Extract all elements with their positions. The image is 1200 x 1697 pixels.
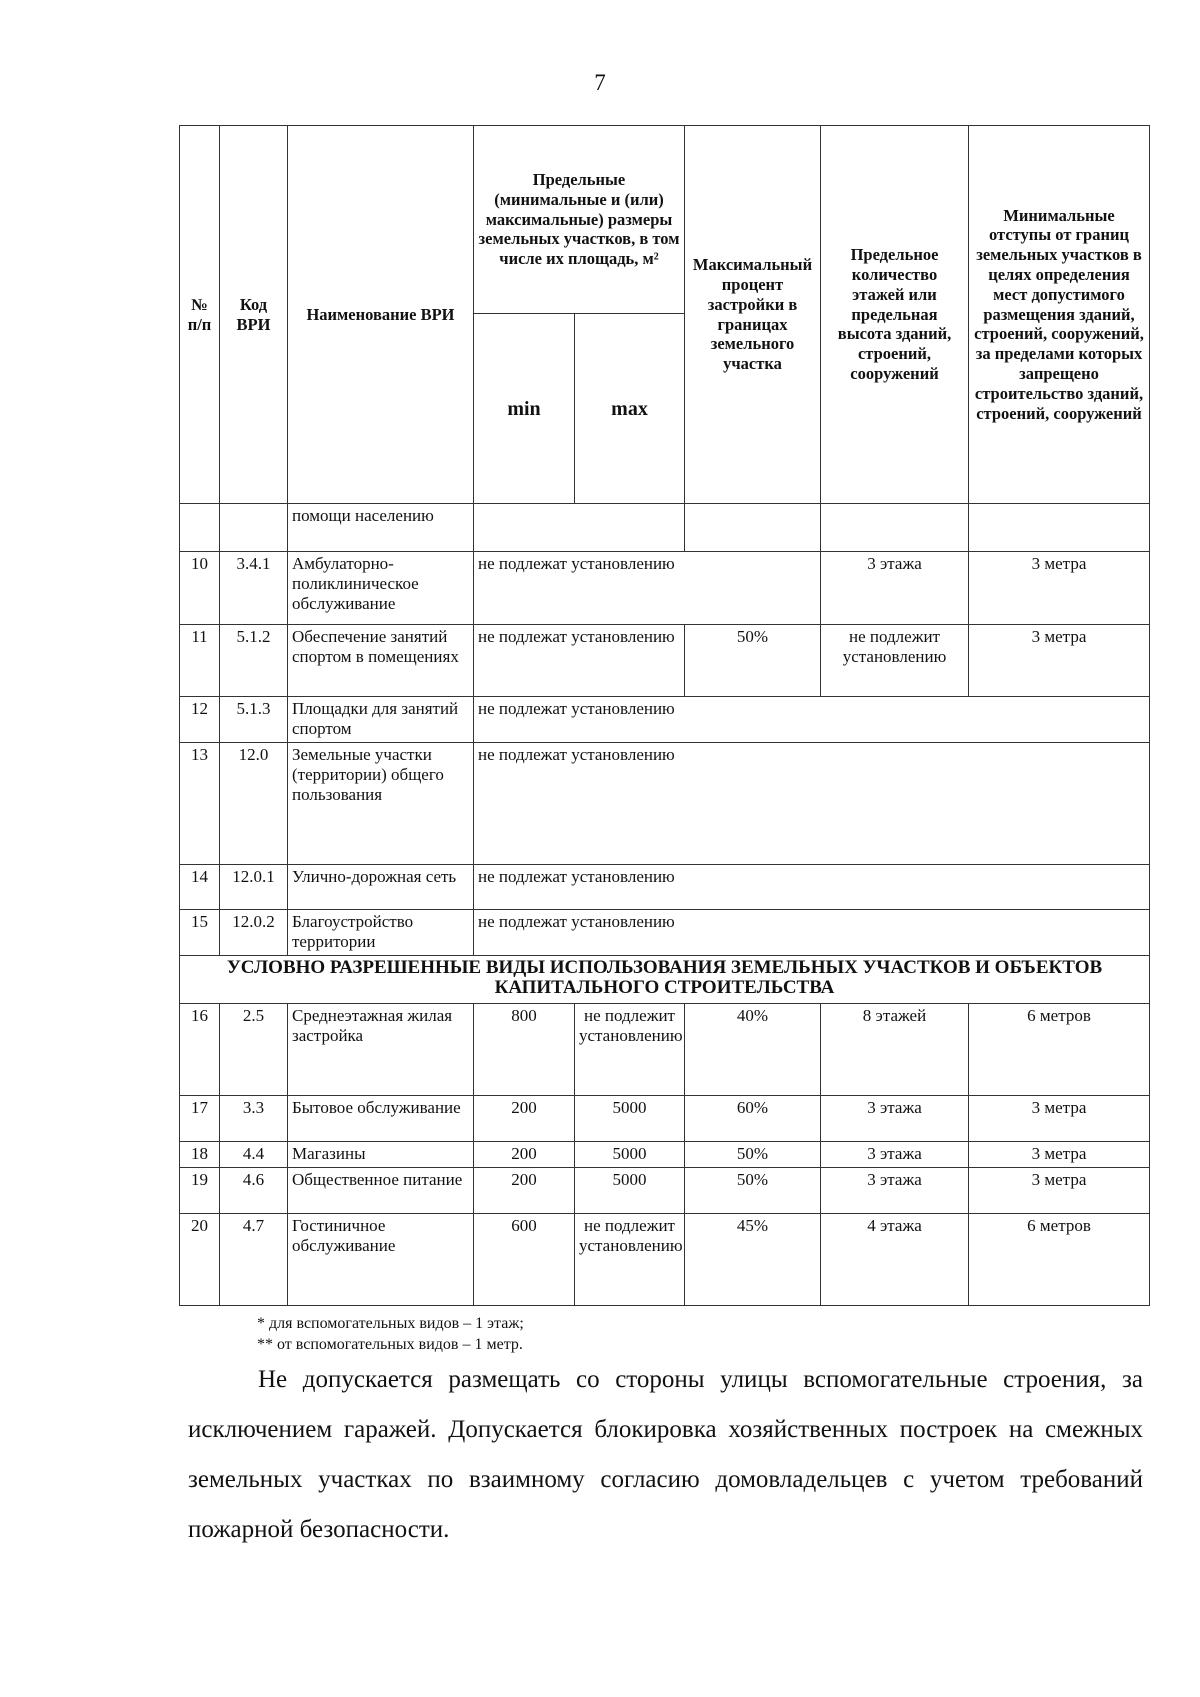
footnotes [257, 1313, 524, 1355]
body-paragraph [188, 1355, 1143, 1555]
code-cell: 5.1.2 [220, 625, 288, 697]
col-header-min: min [474, 314, 575, 504]
num-cell: 10 [180, 552, 220, 625]
percent-cell: 50% [685, 1168, 821, 1214]
col-header-setbacks: Минимальные отступы от границ земельных участков в целях определения мест допустимого размещения зданий, строений, сооружений, за пределами которых запрещено строительство зданий, строений, сооружений [969, 126, 1150, 504]
percent-cell: 50% [685, 625, 821, 697]
num-cell: 12 [180, 697, 220, 743]
name-cell: Площадки для занятий спортом [288, 697, 474, 743]
table-row [180, 625, 1150, 697]
name-cell: помощи населению [288, 504, 474, 552]
table-row [180, 552, 1150, 625]
setback-cell: 3 метра [969, 1096, 1150, 1142]
code-cell: 4.6 [220, 1168, 288, 1214]
percent-cell [685, 504, 821, 552]
max-cell: не подлежит установлению [575, 1004, 685, 1096]
table-row [180, 697, 1150, 743]
table-row [180, 1214, 1150, 1306]
page-number: 7 [594, 70, 606, 95]
num-cell: 13 [180, 743, 220, 865]
max-cell: 5000 [575, 1096, 685, 1142]
code-cell: 12.0.2 [220, 910, 288, 956]
floors-cell: 3 этажа [821, 1142, 969, 1168]
percent-cell: 60% [685, 1096, 821, 1142]
code-cell: 12.0 [220, 743, 288, 865]
name-cell: Улично-дорожная сеть [288, 865, 474, 910]
sizes-cell: не подлежат установлению [474, 697, 1150, 743]
sizes-cell: не подлежат установлению [474, 910, 1150, 956]
num-cell: 15 [180, 910, 220, 956]
table-row [180, 910, 1150, 956]
section-title: УСЛОВНО РАЗРЕШЕННЫЕ ВИДЫ ИСПОЛЬЗОВАНИЯ ЗЕМЕЛЬНЫХ УЧАСТКОВ И ОБЪЕКТОВ КАПИТАЛЬНОГО СТРОИТЕЛЬСТВА [180, 956, 1150, 1004]
table-row [180, 1096, 1150, 1142]
code-cell: 5.1.3 [220, 697, 288, 743]
header-row [180, 126, 1150, 314]
name-cell: Гостиничное обслуживание [288, 1214, 474, 1306]
min-cell: 200 [474, 1142, 575, 1168]
table-row [180, 865, 1150, 910]
floors-cell: не подлежит установлению [821, 625, 969, 697]
percent-cell: 40% [685, 1004, 821, 1096]
table-row [180, 504, 1150, 552]
regulations-table [179, 125, 1150, 1306]
num-cell: 16 [180, 1004, 220, 1096]
num-cell: 11 [180, 625, 220, 697]
name-cell: Земельные участки (территории) общего пользования [288, 743, 474, 865]
name-cell: Магазины [288, 1142, 474, 1168]
code-cell: 4.7 [220, 1214, 288, 1306]
sizes-cell [474, 504, 685, 552]
col-header-name: Наименование ВРИ [288, 126, 474, 504]
col-header-max: max [575, 314, 685, 504]
code-cell: 4.4 [220, 1142, 288, 1168]
name-cell: Среднеэтажная жилая застройка [288, 1004, 474, 1096]
col-header-floors: Предельное количество этажей или предельная высота зданий, строений, сооружений [821, 126, 969, 504]
col-header-num: № п/п [180, 126, 220, 504]
setback-cell: 6 метров [969, 1004, 1150, 1096]
setback-cell [969, 504, 1150, 552]
table-row [180, 743, 1150, 865]
col-header-code: Код ВРИ [220, 126, 288, 504]
min-cell: 200 [474, 1096, 575, 1142]
num-cell: 20 [180, 1214, 220, 1306]
setback-cell: 3 метра [969, 1168, 1150, 1214]
code-cell: 12.0.1 [220, 865, 288, 910]
floors-cell: 3 этажа [821, 1168, 969, 1214]
footnote-setback: ** от вспомогательных видов – 1 метр. [257, 1336, 523, 1353]
table-row [180, 1168, 1150, 1214]
name-cell: Бытовое обслуживание [288, 1096, 474, 1142]
footnote-floors: * для вспомогательных видов – 1 этаж; [257, 1315, 524, 1332]
num-cell: 18 [180, 1142, 220, 1168]
setback-cell: 6 метров [969, 1214, 1150, 1306]
num-cell: 17 [180, 1096, 220, 1142]
section-header-row [180, 956, 1150, 1004]
code-cell: 3.3 [220, 1096, 288, 1142]
num-cell: 19 [180, 1168, 220, 1214]
sizes-cell: не подлежат установлению [474, 865, 1150, 910]
floors-cell: 3 этажа [821, 1096, 969, 1142]
max-cell: 5000 [575, 1142, 685, 1168]
max-cell: не подлежит установлению [575, 1214, 685, 1306]
name-cell: Благоустройство территории [288, 910, 474, 956]
table-row [180, 1142, 1150, 1168]
floors-cell: 4 этажа [821, 1214, 969, 1306]
percent-cell: 45% [685, 1214, 821, 1306]
floors-cell: 8 этажей [821, 1004, 969, 1096]
setback-cell: 3 метра [969, 552, 1150, 625]
name-cell: Общественное питание [288, 1168, 474, 1214]
setback-cell: 3 метра [969, 1142, 1150, 1168]
min-cell: 600 [474, 1214, 575, 1306]
col-header-percent: Максимальный процент застройки в границах земельного участка [685, 126, 821, 504]
name-cell: Обеспечение занятий спортом в помещениях [288, 625, 474, 697]
sizes-cell: не подлежат установлению [474, 743, 1150, 865]
table-row [180, 1004, 1150, 1096]
code-cell [220, 504, 288, 552]
percent-cell: 50% [685, 1142, 821, 1168]
setback-cell: 3 метра [969, 625, 1150, 697]
sizes-cell: не подлежат установлению [474, 552, 821, 625]
num-cell: 14 [180, 865, 220, 910]
col-header-sizes: Предельные (минимальные и (или) максимальные) размеры земельных участков, в том числе их площадь, м² [474, 126, 685, 314]
paragraph-text: Не допускается размещать со стороны улицы вспомогательные строения, за исключением гаражей. Допускается блокировка хозяйственных построек на смежных земельных участках по взаимному согласию домовладельцев с учетом требований пожарной безопасности. [188, 1366, 1143, 1543]
code-cell: 2.5 [220, 1004, 288, 1096]
sizes-cell: не подлежат установлению [474, 625, 685, 697]
floors-cell [821, 504, 969, 552]
code-cell: 3.4.1 [220, 552, 288, 625]
max-cell: 5000 [575, 1168, 685, 1214]
num-cell [180, 504, 220, 552]
name-cell: Амбулаторно-поликлиническое обслуживание [288, 552, 474, 625]
min-cell: 200 [474, 1168, 575, 1214]
min-cell: 800 [474, 1004, 575, 1096]
floors-cell: 3 этажа [821, 552, 969, 625]
